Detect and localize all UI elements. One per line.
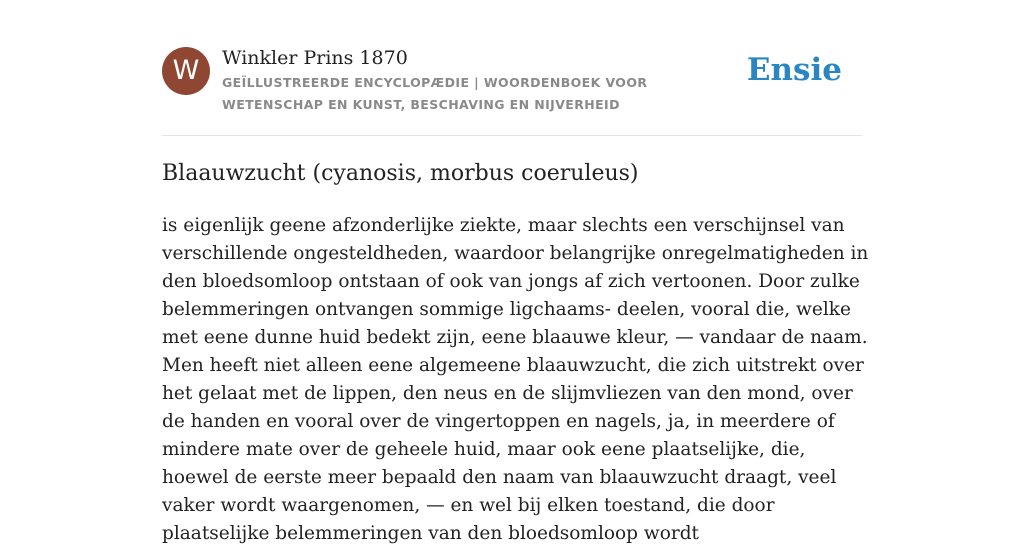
header-divider [162,135,862,136]
entry-title: Blaauwzucht (cyanosis, morbus coeruleus) [162,161,639,186]
source-header [162,46,862,135]
ensie-logo[interactable]: Ensie [746,52,842,88]
source-subtitle: GEÏLLUSTREERDE ENCYCLOPÆDIE | WOORDENBOEK VOOR WETENSCHAP EN KUNST, BESCHAVING EN NIJVERHEID [222,75,648,112]
entry-body: is eigenlijk geene afzonderlijke ziekte, maar slechts een verschijnsel van verschillende ongesteldheden, waardoor belangrijke onregelmatigheden in den bloedsomloop ontstaan of ook van jongs af zich vertoonen. Door zulke belemmeringen ontvangen sommige ligchaams- deelen, vooral die, welke met eene dunne huid bedekt zijn, eene blaauwe kleur, — vandaar de naam. Men heeft niet alleen eene algemeene blaauwzucht, die zich uitstrekt over het gelaat met de lippen, den neus en de slijmvliezen van den mond, over de handen en vooral over de vingertoppen en nagels, ja, in meerdere of mindere mate over de geheele huid, maar ook eene plaatselijke, die, hoewel de eerste meer bepaald den naam van blaauwzucht draagt, veel vaker wordt waargenomen, — en wel bij elken toestand, die door plaatselijke belemmeringen van den bloedsomloop wordt [162,215,869,544]
source-avatar[interactable]: W [162,47,210,95]
source-title[interactable]: Winkler Prins 1870 [222,47,408,69]
